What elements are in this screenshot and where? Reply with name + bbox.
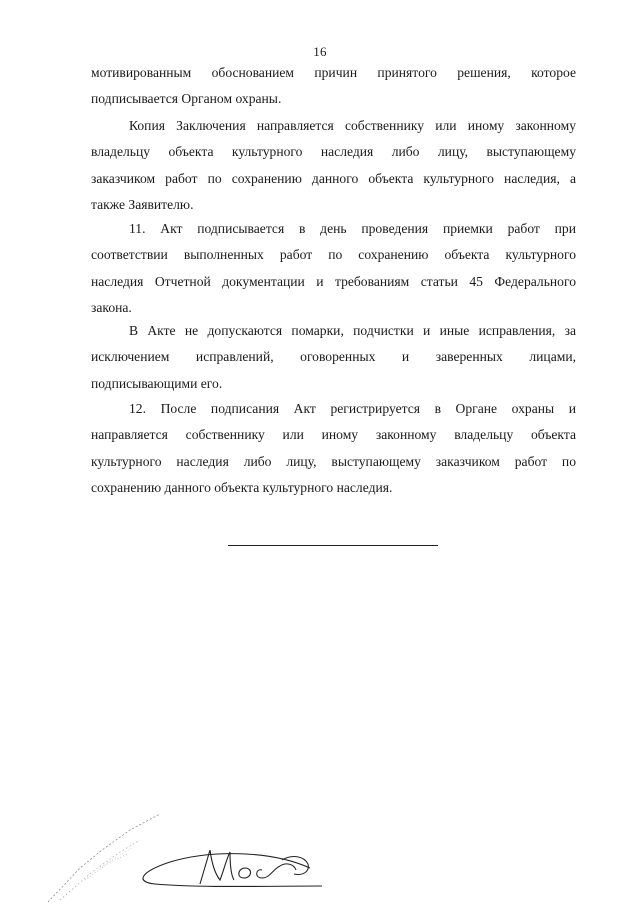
text-line: направляется собственнику или иному законному владельцу объекта [91,427,576,443]
paragraph-no-corrections [91,318,576,397]
paragraph-item-12 [91,396,576,501]
text-line: подписывающими его. [91,375,223,391]
text-line: закона. [91,299,132,315]
closing-rule [228,545,438,546]
text-line: также Заявителю. [91,196,194,212]
text-line: Копия Заключения направляется собственнику или иному законному [129,118,576,133]
page-number: 16 [313,44,327,59]
text-line: заказчиком работ по сохранению данного объекта культурного наследия, а [91,170,576,186]
text-line: культурного наследия либо лицу, выступающему заказчиком работ по [91,453,576,469]
text-line: наследия Отчетной документации и требованиям статьи 45 Федерального [91,273,576,289]
text-line: 12. После подписания Акт регистрируется в Органе охраны и [129,401,576,416]
text-line: В Акте не допускаются помарки, подчистки и иные исправления, за [129,323,576,338]
text-line: владельцу объекта культурного наследия либо лицу, выступающему [91,144,576,160]
text-line: мотивированным обоснованием причин принятого решения, которое [91,65,576,80]
paragraph-item-11 [91,216,576,321]
text-line: соответствии выполненных работ по сохранению объекта культурного [91,247,576,263]
text-line: подписывается Органом охраны. [91,91,282,107]
text-line: исключением исправлений, оговоренных и заверенных лицами, [91,349,576,365]
text-line: сохранению данного объекта культурного наследия. [91,479,393,495]
text-line: 11. Акт подписывается в день проведения приемки работ при [129,221,576,236]
paragraph-continuation [91,60,576,113]
handwritten-signature [40,810,340,905]
paragraph-conclusion-copy [91,113,576,218]
